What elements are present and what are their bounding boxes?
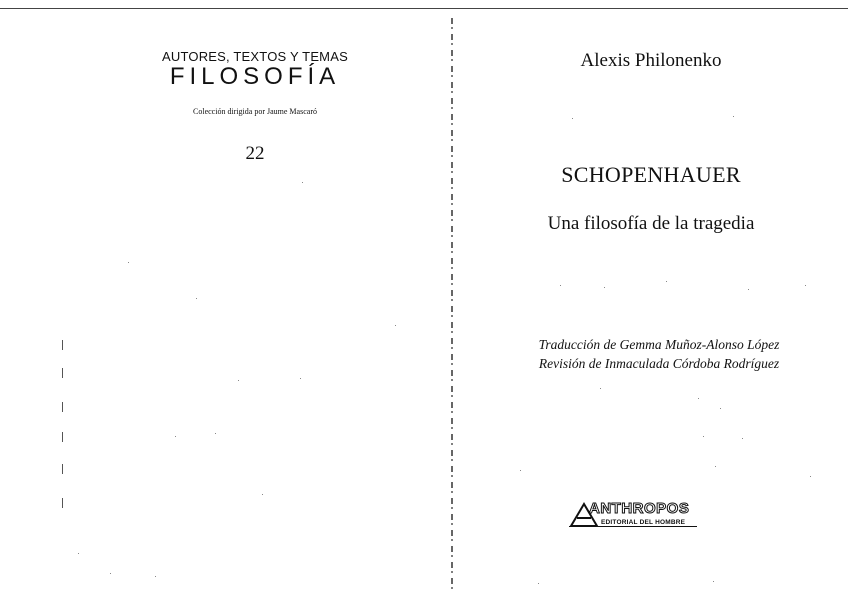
book-title: SCHOPENHAUER (561, 162, 741, 187)
book-spine-gutter (451, 18, 453, 593)
publisher-imprint (569, 500, 709, 540)
book-subtitle: Una filosofía de la tragedia (547, 213, 755, 234)
volume-number: 22 (245, 143, 265, 164)
publisher-tagline: EDITORIAL DEL HOMBRE (601, 519, 686, 526)
series-heading (150, 50, 360, 90)
series-line: AUTORES, TEXTOS Y TEMAS (162, 49, 348, 64)
collection-editor-note: Colección dirigida por Jaume Mascaró (193, 107, 317, 116)
author-name: Alexis Philonenko (580, 50, 722, 71)
translation-credit: Traducción de Gemma Muñoz-Alonso López (538, 337, 780, 352)
revision-credit: Revisión de Inmaculada Córdoba Rodríguez (538, 356, 780, 371)
credits-block (494, 335, 824, 373)
series-name: FILOSOFÍA (169, 63, 341, 90)
publisher-name: ANTHROPOS (589, 500, 690, 517)
publisher-underline (569, 526, 697, 527)
right-page (454, 0, 848, 600)
